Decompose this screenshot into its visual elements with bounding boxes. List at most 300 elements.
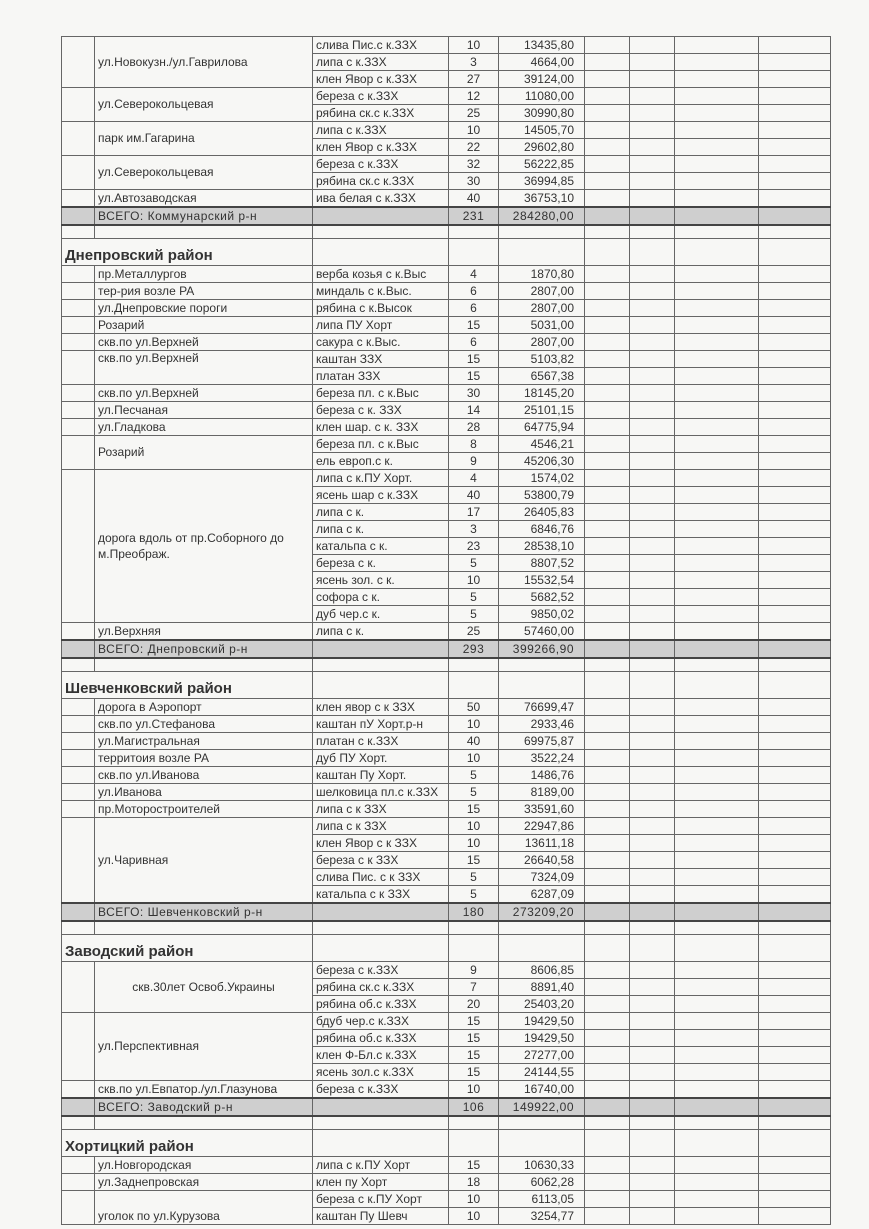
- tree-species: береза с к. ЗЗХ: [313, 402, 449, 419]
- empty-cell: [585, 173, 630, 190]
- empty-cell: [759, 979, 831, 996]
- empty-cell: [630, 1116, 675, 1130]
- empty-cell: [630, 54, 675, 71]
- tree-quantity: 15: [449, 852, 499, 869]
- tree-species: береза с к.ЗЗХ: [313, 156, 449, 173]
- empty-cell: [585, 470, 630, 487]
- empty-cell: [630, 317, 675, 334]
- empty-cell: [585, 436, 630, 453]
- district-total-row: [62, 1098, 831, 1116]
- empty-cell: [675, 453, 759, 470]
- tree-quantity: 15: [449, 1064, 499, 1081]
- total-quantity: 180: [449, 903, 499, 921]
- tree-quantity: 10: [449, 818, 499, 835]
- table-row: [62, 283, 831, 300]
- empty-cell: [499, 935, 585, 962]
- street-name: скв.по ул.Евпатор./ул.Глазунова: [95, 1081, 313, 1099]
- tree-species: береза с к.ЗЗХ: [313, 88, 449, 105]
- tree-species: сакура с к.Выс.: [313, 334, 449, 351]
- empty-cell: [585, 54, 630, 71]
- tree-quantity: 15: [449, 368, 499, 385]
- tree-quantity: 4: [449, 470, 499, 487]
- empty-cell: [585, 572, 630, 589]
- street-name: ул.Северокольцевая: [95, 156, 313, 190]
- table-row: [62, 334, 831, 351]
- tree-quantity: 12: [449, 88, 499, 105]
- table-row: [62, 750, 831, 767]
- empty-cell: [630, 784, 675, 801]
- row-index-cell: [62, 190, 95, 208]
- empty-cell: [585, 886, 630, 904]
- tree-quantity: 15: [449, 317, 499, 334]
- tree-cost: 53800,79: [499, 487, 585, 504]
- empty-cell: [675, 1191, 759, 1208]
- table-row: [62, 699, 831, 716]
- tree-cost: 28538,10: [499, 538, 585, 555]
- tree-quantity: 10: [449, 835, 499, 852]
- empty-cell: [675, 122, 759, 139]
- tree-species: береза с к.ЗЗХ: [313, 962, 449, 979]
- empty-cell: [675, 54, 759, 71]
- street-name: Розарий: [95, 436, 313, 470]
- empty-cell: [630, 1013, 675, 1030]
- empty-cell: [630, 750, 675, 767]
- table-row: [62, 122, 831, 139]
- empty-cell: [759, 385, 831, 402]
- empty-cell: [675, 317, 759, 334]
- tree-cost: 19429,50: [499, 1030, 585, 1047]
- empty-cell: [675, 402, 759, 419]
- street-name: ул.Днепровские пороги: [95, 300, 313, 317]
- empty-cell: [675, 190, 759, 208]
- empty-cell: [759, 852, 831, 869]
- tree-cost: 8606,85: [499, 962, 585, 979]
- street-name: ул.Магистральная: [95, 733, 313, 750]
- empty-cell: [675, 903, 759, 921]
- empty-cell: [62, 207, 95, 225]
- empty-cell: [759, 300, 831, 317]
- street-name: скв.по ул.Верхней: [95, 334, 313, 351]
- tree-cost: 3254,77: [499, 1208, 585, 1225]
- empty-cell: [630, 266, 675, 283]
- empty-cell: [675, 921, 759, 935]
- tree-quantity: 10: [449, 122, 499, 139]
- empty-cell: [313, 1130, 449, 1157]
- empty-cell: [499, 672, 585, 699]
- empty-cell: [759, 640, 831, 658]
- tree-species: дуб ПУ Хорт.: [313, 750, 449, 767]
- empty-cell: [759, 88, 831, 105]
- row-index-cell: [62, 334, 95, 351]
- empty-cell: [759, 716, 831, 733]
- tree-cost: 8807,52: [499, 555, 585, 572]
- empty-cell: [675, 767, 759, 784]
- empty-cell: [675, 37, 759, 54]
- tree-species: каштан Пу Шевч: [313, 1208, 449, 1225]
- empty-cell: [759, 818, 831, 835]
- empty-cell: [675, 436, 759, 453]
- total-quantity: 106: [449, 1098, 499, 1116]
- empty-cell: [585, 225, 630, 239]
- tree-species: катальпа с к ЗЗХ: [313, 886, 449, 904]
- tree-species: каштан ЗЗХ: [313, 351, 449, 368]
- street-name: территоия возле РА: [95, 750, 313, 767]
- empty-cell: [585, 1157, 630, 1174]
- tree-species: миндаль с к.Выс.: [313, 283, 449, 300]
- empty-cell: [630, 453, 675, 470]
- tree-quantity: 20: [449, 996, 499, 1013]
- tree-quantity: 18: [449, 1174, 499, 1191]
- district-name: Шевченковский район: [62, 672, 313, 699]
- empty-cell: [630, 521, 675, 538]
- empty-cell: [675, 623, 759, 641]
- row-index-cell: [62, 351, 95, 385]
- empty-cell: [675, 351, 759, 368]
- empty-cell: [630, 88, 675, 105]
- empty-cell: [759, 784, 831, 801]
- empty-cell: [585, 504, 630, 521]
- empty-cell: [759, 623, 831, 641]
- empty-cell: [675, 334, 759, 351]
- empty-cell: [585, 487, 630, 504]
- tree-quantity: 15: [449, 351, 499, 368]
- empty-cell: [675, 750, 759, 767]
- street-name: ул.Заднепровская: [95, 1174, 313, 1191]
- empty-cell: [675, 555, 759, 572]
- tree-species: верба козья с к.Выс: [313, 266, 449, 283]
- tree-quantity: 22: [449, 139, 499, 156]
- tree-species: слива Пис.с к.ЗЗХ: [313, 37, 449, 54]
- empty-cell: [585, 733, 630, 750]
- tree-species: каштан Пу Хорт.: [313, 767, 449, 784]
- tree-quantity: 6: [449, 334, 499, 351]
- tree-cost: 24144,55: [499, 1064, 585, 1081]
- empty-cell: [62, 921, 95, 935]
- tree-quantity: 15: [449, 1047, 499, 1064]
- empty-cell: [759, 368, 831, 385]
- empty-cell: [585, 1064, 630, 1081]
- spacer-row: [62, 921, 831, 935]
- empty-cell: [630, 385, 675, 402]
- empty-cell: [630, 1130, 675, 1157]
- tree-species: рябина об.с к.ЗЗХ: [313, 996, 449, 1013]
- total-cost: 149922,00: [499, 1098, 585, 1116]
- empty-cell: [585, 767, 630, 784]
- tree-cost: 10630,33: [499, 1157, 585, 1174]
- tree-cost: 26640,58: [499, 852, 585, 869]
- empty-cell: [585, 640, 630, 658]
- row-index-cell: [62, 300, 95, 317]
- tree-cost: 45206,30: [499, 453, 585, 470]
- tree-cost: 4664,00: [499, 54, 585, 71]
- empty-cell: [630, 818, 675, 835]
- empty-cell: [630, 672, 675, 699]
- empty-cell: [313, 672, 449, 699]
- tree-species: слива Пис. с к ЗЗХ: [313, 869, 449, 886]
- district-name: Заводский район: [62, 935, 313, 962]
- empty-cell: [95, 658, 313, 672]
- tree-quantity: 5: [449, 869, 499, 886]
- row-index-cell: [62, 283, 95, 300]
- empty-cell: [630, 190, 675, 208]
- tree-species: береза пл. с к.Выс: [313, 385, 449, 402]
- table-row: [62, 156, 831, 173]
- empty-cell: [630, 801, 675, 818]
- tree-cost: 64775,94: [499, 419, 585, 436]
- empty-cell: [313, 207, 449, 225]
- empty-cell: [675, 996, 759, 1013]
- empty-cell: [759, 555, 831, 572]
- empty-cell: [759, 504, 831, 521]
- tree-cost: 57460,00: [499, 623, 585, 641]
- spacer-row: [62, 1116, 831, 1130]
- empty-cell: [62, 1098, 95, 1116]
- empty-cell: [630, 869, 675, 886]
- empty-cell: [630, 351, 675, 368]
- empty-cell: [630, 1157, 675, 1174]
- empty-cell: [630, 962, 675, 979]
- row-index-cell: [62, 962, 95, 1013]
- empty-cell: [313, 1116, 449, 1130]
- row-index-cell: [62, 122, 95, 156]
- empty-cell: [759, 225, 831, 239]
- tree-cost: 13611,18: [499, 835, 585, 852]
- table-row: [62, 385, 831, 402]
- row-index-cell: [62, 1174, 95, 1191]
- empty-cell: [585, 122, 630, 139]
- empty-cell: [630, 105, 675, 122]
- empty-cell: [630, 606, 675, 623]
- empty-cell: [759, 903, 831, 921]
- empty-cell: [313, 225, 449, 239]
- empty-cell: [675, 207, 759, 225]
- empty-cell: [449, 658, 499, 672]
- tree-quantity: 7: [449, 979, 499, 996]
- district-heading-row: [62, 1130, 831, 1157]
- empty-cell: [585, 453, 630, 470]
- empty-cell: [759, 266, 831, 283]
- tree-species: рябина ск.с к.ЗЗХ: [313, 979, 449, 996]
- tree-species: шелковица пл.с к.ЗЗХ: [313, 784, 449, 801]
- tree-quantity: 40: [449, 487, 499, 504]
- empty-cell: [675, 733, 759, 750]
- tree-species: клен Ф-Бл.с к.ЗЗХ: [313, 1047, 449, 1064]
- tree-quantity: 15: [449, 1030, 499, 1047]
- empty-cell: [585, 1174, 630, 1191]
- empty-cell: [630, 156, 675, 173]
- row-index-cell: [62, 750, 95, 767]
- empty-cell: [675, 368, 759, 385]
- street-name: уголок по ул.Курузова: [95, 1191, 313, 1225]
- table-row: [62, 767, 831, 784]
- empty-cell: [675, 572, 759, 589]
- tree-species: ясень шар с к.ЗЗХ: [313, 487, 449, 504]
- tree-quantity: 15: [449, 1013, 499, 1030]
- row-index-cell: [62, 1157, 95, 1174]
- empty-cell: [449, 1116, 499, 1130]
- empty-cell: [630, 487, 675, 504]
- street-name: скв.30лет Освоб.Украины: [95, 962, 313, 1013]
- row-index-cell: [62, 470, 95, 623]
- total-label: ВСЕГО: Коммунарский р-н: [95, 207, 313, 225]
- street-name: дорога вдоль от пр.Соборного до м.Преображ.: [95, 470, 313, 623]
- tree-quantity: 10: [449, 1191, 499, 1208]
- row-index-cell: [62, 317, 95, 334]
- tree-species: клен Явор с к.ЗЗХ: [313, 71, 449, 88]
- empty-cell: [759, 54, 831, 71]
- tree-quantity: 30: [449, 385, 499, 402]
- tree-quantity: 10: [449, 716, 499, 733]
- tree-cost: 33591,60: [499, 801, 585, 818]
- tree-cost: 5103,82: [499, 351, 585, 368]
- tree-species: рябина об.с к.ЗЗХ: [313, 1030, 449, 1047]
- tree-species: платан с к.ЗЗХ: [313, 733, 449, 750]
- empty-cell: [630, 1081, 675, 1099]
- empty-cell: [630, 122, 675, 139]
- tree-quantity: 9: [449, 453, 499, 470]
- empty-cell: [585, 801, 630, 818]
- row-index-cell: [62, 716, 95, 733]
- tree-cost: 6113,05: [499, 1191, 585, 1208]
- empty-cell: [759, 589, 831, 606]
- empty-cell: [759, 672, 831, 699]
- row-index-cell: [62, 784, 95, 801]
- empty-cell: [759, 1030, 831, 1047]
- table-row: [62, 784, 831, 801]
- tree-cost: 6846,76: [499, 521, 585, 538]
- tree-species: ясень зол. с к.: [313, 572, 449, 589]
- table-row: [62, 419, 831, 436]
- empty-cell: [313, 640, 449, 658]
- empty-cell: [630, 436, 675, 453]
- empty-cell: [630, 368, 675, 385]
- empty-cell: [630, 979, 675, 996]
- empty-cell: [675, 225, 759, 239]
- table-row: [62, 317, 831, 334]
- empty-cell: [585, 555, 630, 572]
- empty-cell: [62, 658, 95, 672]
- empty-cell: [759, 402, 831, 419]
- tree-species: катальпа с к.: [313, 538, 449, 555]
- tree-cost: 1870,80: [499, 266, 585, 283]
- tree-cost: 25101,15: [499, 402, 585, 419]
- tree-species: клен пу Хорт: [313, 1174, 449, 1191]
- empty-cell: [759, 487, 831, 504]
- empty-cell: [585, 368, 630, 385]
- empty-cell: [630, 935, 675, 962]
- table-row: [62, 470, 831, 487]
- tree-quantity: 32: [449, 156, 499, 173]
- empty-cell: [585, 283, 630, 300]
- empty-cell: [630, 402, 675, 419]
- tree-quantity: 6: [449, 283, 499, 300]
- empty-cell: [585, 207, 630, 225]
- row-index-cell: [62, 402, 95, 419]
- tree-quantity: 5: [449, 886, 499, 904]
- tree-quantity: 23: [449, 538, 499, 555]
- empty-cell: [675, 979, 759, 996]
- district-name: Днепровский район: [62, 239, 313, 266]
- empty-cell: [675, 504, 759, 521]
- empty-cell: [675, 1064, 759, 1081]
- street-name: ул.Песчаная: [95, 402, 313, 419]
- tree-species: липа с к.ПУ Хорт: [313, 1157, 449, 1174]
- empty-cell: [759, 453, 831, 470]
- tree-species: липа с к ЗЗХ: [313, 818, 449, 835]
- empty-cell: [630, 173, 675, 190]
- empty-cell: [675, 239, 759, 266]
- empty-cell: [675, 71, 759, 88]
- row-index-cell: [62, 156, 95, 190]
- table-row: [62, 1157, 831, 1174]
- empty-cell: [759, 658, 831, 672]
- table-row: [62, 1013, 831, 1030]
- table-row: [62, 1081, 831, 1099]
- tree-quantity: 27: [449, 71, 499, 88]
- district-heading-row: [62, 239, 831, 266]
- tree-cost: 7324,09: [499, 869, 585, 886]
- empty-cell: [585, 1130, 630, 1157]
- total-label: ВСЕГО: Заводский р-н: [95, 1098, 313, 1116]
- total-quantity: 231: [449, 207, 499, 225]
- tree-species: липа с к.ЗЗХ: [313, 54, 449, 71]
- empty-cell: [95, 1116, 313, 1130]
- tree-quantity: 15: [449, 801, 499, 818]
- tree-cost: 69975,87: [499, 733, 585, 750]
- empty-cell: [675, 818, 759, 835]
- tree-quantity: 15: [449, 1157, 499, 1174]
- street-name: ул.Иванова: [95, 784, 313, 801]
- tree-quantity: 5: [449, 784, 499, 801]
- empty-cell: [675, 1030, 759, 1047]
- empty-cell: [585, 606, 630, 623]
- tree-planting-table: [61, 36, 831, 1225]
- empty-cell: [585, 419, 630, 436]
- empty-cell: [630, 1047, 675, 1064]
- street-name: дорога в Аэропорт: [95, 699, 313, 716]
- empty-cell: [675, 784, 759, 801]
- empty-cell: [759, 71, 831, 88]
- empty-cell: [675, 1130, 759, 1157]
- row-index-cell: [62, 767, 95, 784]
- street-name: ул.Перспективная: [95, 1013, 313, 1081]
- empty-cell: [630, 640, 675, 658]
- tree-cost: 6062,28: [499, 1174, 585, 1191]
- tree-species: липа с к.ЗЗХ: [313, 122, 449, 139]
- table-row: [62, 300, 831, 317]
- empty-cell: [675, 1116, 759, 1130]
- table-row: [62, 1174, 831, 1191]
- tree-cost: 11080,00: [499, 88, 585, 105]
- tree-cost: 56222,85: [499, 156, 585, 173]
- tree-species: рябина с к.Высок: [313, 300, 449, 317]
- empty-cell: [585, 623, 630, 641]
- tree-cost: 19429,50: [499, 1013, 585, 1030]
- empty-cell: [585, 1030, 630, 1047]
- empty-cell: [585, 266, 630, 283]
- tree-cost: 9850,02: [499, 606, 585, 623]
- tree-species: клен шар. с к. ЗЗХ: [313, 419, 449, 436]
- empty-cell: [759, 139, 831, 156]
- empty-cell: [759, 105, 831, 122]
- empty-cell: [499, 225, 585, 239]
- empty-cell: [675, 88, 759, 105]
- empty-cell: [675, 835, 759, 852]
- table-row: [62, 1191, 831, 1208]
- empty-cell: [630, 572, 675, 589]
- tree-cost: 8891,40: [499, 979, 585, 996]
- empty-cell: [675, 1174, 759, 1191]
